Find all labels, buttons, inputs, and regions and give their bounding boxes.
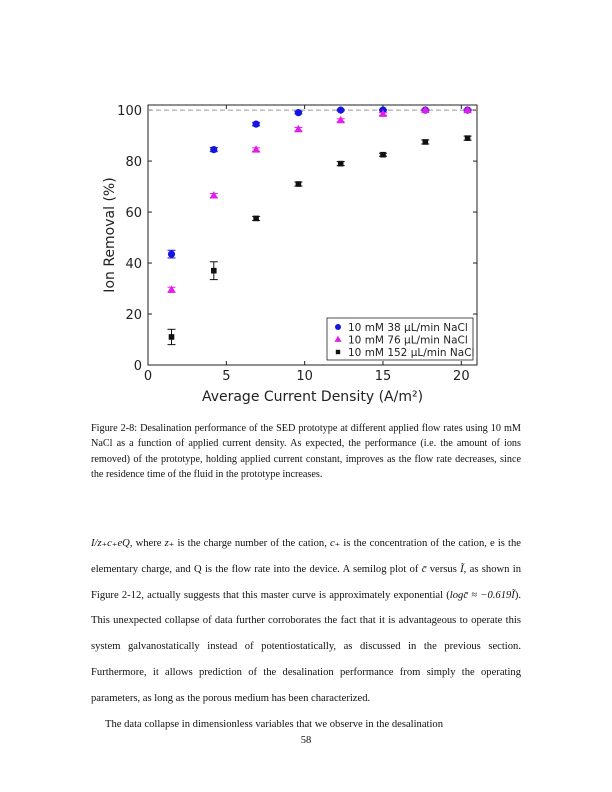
inline-math: c₊ [329,538,341,549]
legend-marker [336,350,340,354]
data-point-series-3 [211,268,217,274]
inline-math: Ĩ [460,563,464,575]
y-axis-label: Ion Removal (%) [102,177,118,293]
inline-math: z₊ [164,538,175,549]
data-point-series-2 [337,116,345,123]
y-tick-label: 40 [125,257,142,273]
legend-label: 10 mM 38 μL/min NaCl [348,322,468,334]
y-tick-label: 0 [133,359,142,374]
data-point-series-1 [210,146,217,153]
body-paragraph-2: The data collapse in dimensionless variables that we observe in the desalination [105,718,444,730]
data-point-series-3 [169,334,175,340]
legend-label: 10 mM 152 μL/min NaCl [348,347,475,359]
y-tick-label: 20 [125,308,142,324]
legend-label: 10 mM 76 μL/min NaCl [348,334,468,347]
y-tick-label: 80 [125,155,142,171]
legend-marker [335,324,341,330]
data-point-series-1 [337,106,344,113]
inline-math: logc̄ ≈ −0.619Ĩ [449,589,515,601]
y-tick-label: 60 [125,206,142,222]
page-number: 58 [300,735,312,746]
figure-caption: Figure 2-8: Desalination performance of the SED prototype at different applied flow rates using 10 mM NaCl as a function of applied current density. As expected, the performance (i.e. the amount of ions removed) of the prototype, holding applied current constant, improves as the flow rate decreases, since the residence time of the fluid in the prototype increases. [91,423,521,481]
chart-marks [167,106,472,345]
data-point-series-3 [380,152,386,158]
data-point-series-1 [295,109,302,116]
data-point-series-3 [465,135,471,141]
x-axis-label: Average Current Density (A/m²) [201,389,424,405]
data-point-series-3 [338,161,344,167]
data-point-series-2 [294,125,302,132]
inline-math: I/z₊c₊eQ [91,538,130,549]
data-point-series-3 [296,181,302,187]
data-point-series-2 [210,191,218,198]
chart-legend [327,318,474,360]
data-point-series-3 [423,139,429,145]
x-tick-label: 0 [143,369,153,384]
x-tick-label: 10 [296,369,313,384]
body-paragraph-1: I/z₊c₊eQ, where z₊ is the charge number of the cation, c₊ is the concentration of the cation, e is the elementary charge, and Q is the flow rate into the device. A semilog plot of c̄ versus Ĩ, as shown in Figure 2-12, actually suggests that this master curve is approximately exponential (logc̄ ≈ −0.619Ĩ). This unexpected collapse of data further corroborates the fact that it is advantageous to operate this system galvanostatically instead of potentiostatically, as discussed in the previous section. Furthermore, it allows prediction of the desalination performance from simply the operating parameters, as long as the porous medium has been characterized. [91,538,521,704]
data-point-series-1 [253,121,260,128]
x-tick-label: 5 [222,369,231,384]
x-tick-label: 15 [374,369,392,384]
data-point-series-2 [252,145,260,152]
data-point-series-2 [167,285,175,292]
data-point-series-3 [253,216,259,222]
x-tick-label: 20 [453,369,470,384]
y-tick-label: 100 [117,104,142,120]
data-point-series-1 [168,251,175,258]
inline-math: c̄ [421,563,427,575]
body-text [91,531,521,737]
